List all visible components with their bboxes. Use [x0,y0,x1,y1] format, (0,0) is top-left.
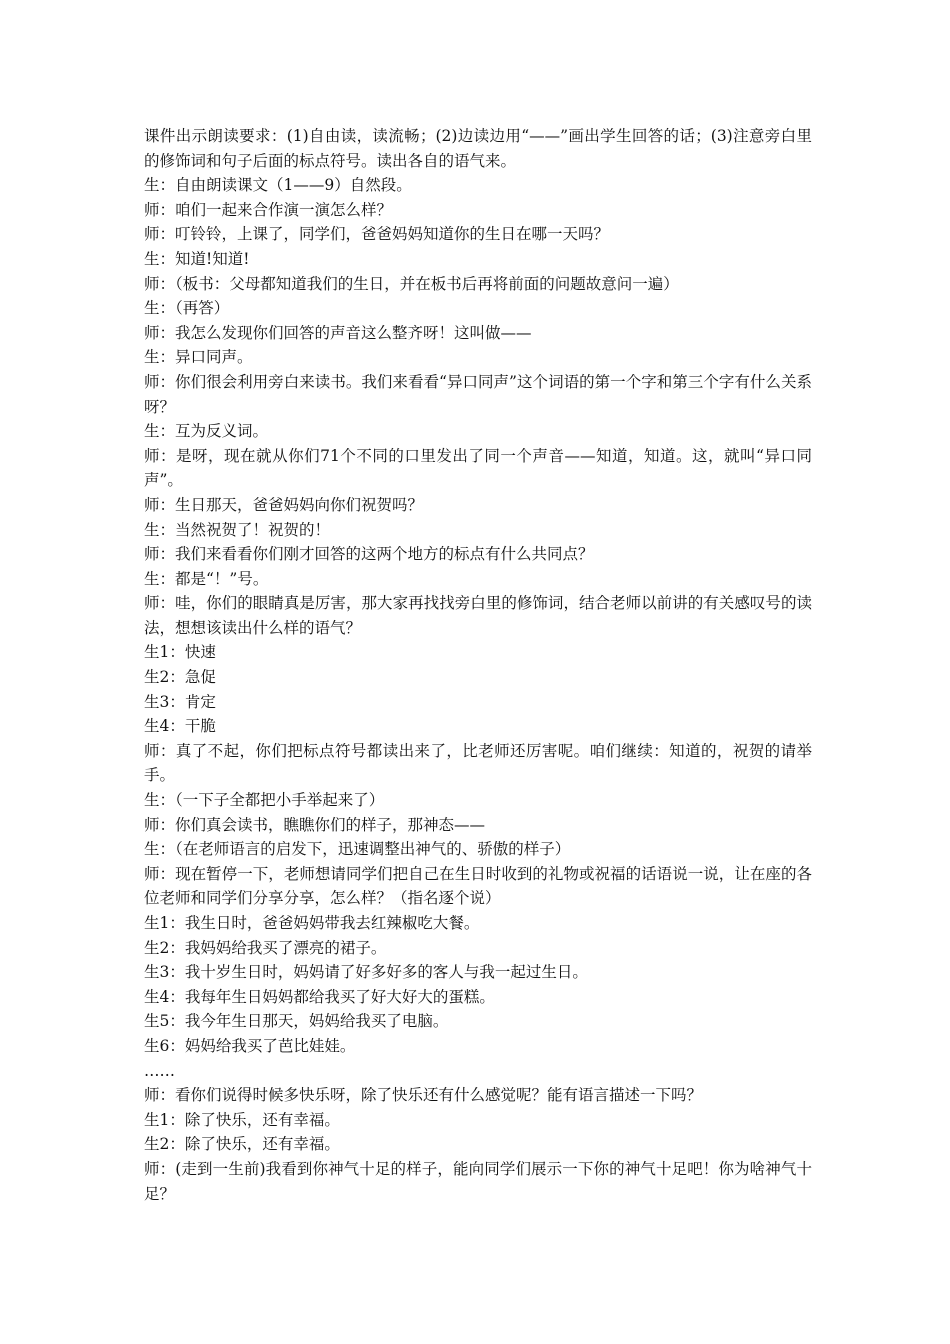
paragraph: 生：异口同声。 [144,348,253,367]
paragraph-reading-requirements: 课件出示朗读要求：(1)自由读，读流畅；(2)边读边用“——”画出学生回答的话；(3)注意旁白里的修饰词和句子后面的标点符号。读出各自的语气来。 [144,127,812,170]
paragraph: 生：当然祝贺了！祝贺的！ [144,520,331,539]
paragraph: 师：哇，你们的眼睛真是厉害，那大家再找找旁白里的修饰词，结合老师以前讲的有关感叹号的读法，想想该读出什么样的语气？ [144,594,812,637]
paragraph: 师：看你们说得时候多快乐呀，除了快乐还有什么感觉呢？能有语言描述一下吗？ [144,1086,703,1105]
paragraph: 生3：肯定 [144,692,216,711]
paragraph: 师：生日那天，爸爸妈妈向你们祝贺吗？ [144,495,424,514]
paragraph: 生2：除了快乐，还有幸福。 [144,1135,340,1154]
paragraph: 师：现在暂停一下，老师想请同学们把自己在生日时收到的礼物或祝福的话语说一说，让在座的各位老师和同学们分享分享，怎么样？（指名逐个说） [144,864,812,908]
paragraph: 生：自由朗读课文（1——9）自然段。 [144,176,412,195]
paragraph: 师：(走到一生前)我看到你神气十足的样子，能向同学们展示一下你的神气十足吧！你为啥神气十足？ [144,1159,812,1203]
paragraph: 生：知道!知道! [144,249,250,268]
paragraph: 师：是呀，现在就从你们71个不同的口里发出了同一个声音——知道，知道。这，就叫“异口同声”。 [144,446,812,490]
paragraph: 生：（再答） [144,299,230,318]
paragraph: 师：我怎么发现你们回答的声音这么整齐呀！这叫做—— [144,323,532,342]
document-body [144,124,812,1206]
paragraph: 生1：除了快乐，还有幸福。 [144,1110,340,1129]
paragraph: 生：（在老师语言的启发下，迅速调整出神气的、骄傲的样子） [144,840,571,859]
paragraph: 生：都是“！”号。 [144,569,269,588]
paragraph: 师：你们很会利用旁白来读书。我们来看看“异口同声”这个词语的第一个字和第三个字有什么关系呀？ [144,372,812,416]
ellipsis-line: …… [144,1061,175,1080]
paragraph: 生3：我十岁生日时，妈妈请了好多好多的客人与我一起过生日。 [144,963,588,982]
paragraph: 师：真了不起，你们把标点符号都读出来了，比老师还厉害呢。咱们继续：知道的，祝贺的请举手。 [144,741,812,785]
paragraph: 师：咱们一起来合作演一演怎么样？ [144,200,393,219]
paragraph: 生1：快速 [144,643,216,662]
paragraph: 生1：我生日时，爸爸妈妈带我去红辣椒吃大餐。 [144,914,480,932]
paragraph: 生4：干脆 [144,717,216,736]
paragraph: 生6：妈妈给我买了芭比娃娃。 [144,1036,356,1055]
paragraph: 生：互为反义词。 [144,422,269,441]
paragraph: 生2：我妈妈给我买了漂亮的裙子。 [144,938,387,957]
paragraph: 师：我们来看看你们刚才回答的这两个地方的标点有什么共同点？ [144,545,594,564]
paragraph: 生2：急促 [144,668,216,687]
paragraph: 师：叮铃铃，上课了，同学们，爸爸妈妈知道你的生日在哪一天吗？ [144,225,610,244]
paragraph: 生5：我今年生日那天，妈妈给我买了电脑。 [144,1012,449,1031]
paragraph: 师：你们真会读书，瞧瞧你们的样子，那神态—— [144,815,486,834]
paragraph: 生4：我每年生日妈妈都给我买了好大好大的蛋糕。 [144,987,495,1006]
paragraph: 生：（一下子全都把小手举起来了） [144,791,385,810]
paragraph: 师：（板书：父母都知道我们的生日，并在板书后再将前面的问题故意问一遍） [144,274,679,293]
